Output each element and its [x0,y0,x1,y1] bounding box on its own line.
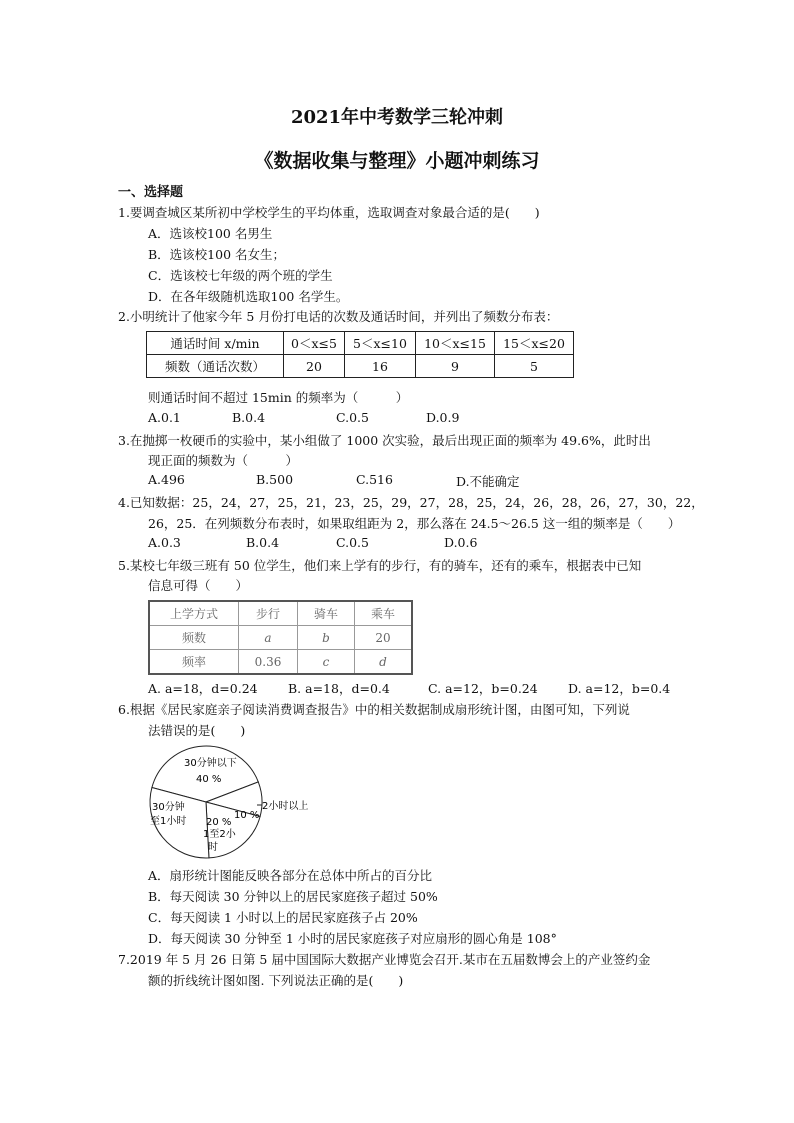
table-row [149,650,412,675]
table-cell: 骑车 [298,601,355,626]
q5-option-a: A. a=18，d=0.24 [148,681,258,696]
q2-option-b: B.0.4 [232,410,266,425]
q1-option-d: D．在各年级随机选取100 名学生。 [148,289,349,304]
q7-line1: 7.2019 年 5 月 26 日第 5 届中国国际大数据产业博览会召开.某市在五届数博会上的产业签约金 [118,952,651,967]
pie-label-30min-1h-a: 30分钟 [152,802,185,813]
page-subtitle: 《数据收集与整理》小题冲刺练习 [254,150,540,172]
pie-chart [140,742,320,860]
pie-label-under-30min: 30分钟以下 [184,758,237,769]
section-heading: 一、选择题 [118,185,184,200]
table-header-row [149,601,412,626]
q5-line2: 信息可得（ ） [148,578,249,593]
table-cell: 20 [355,626,413,650]
pie-pct-over-2h: 10 % [234,810,260,821]
table-cell: 20 [284,355,345,378]
q2-question: 则通话时间不超过 15min 的频率为（ ） [148,390,409,405]
pie-label-1-2h-b: 时 [208,842,218,853]
q6-option-b: B．每天阅读 30 分钟以上的居民家庭孩子超过 50% [148,889,438,904]
q1-option-c: C．选该校七年级的两个班的学生 [148,268,333,283]
q3-option-b: B.500 [256,472,294,487]
table-header-row [147,332,574,355]
q4-option-a: A.0.3 [148,535,181,550]
q1-stem: 1.要调查城区某所初中学校学生的平均体重，选取调查对象最合适的是( ) [118,205,540,220]
q1-option-b: B．选该校100 名女生； [148,247,286,262]
q2-option-a: A.0.1 [148,410,181,425]
frequency-table [146,331,574,378]
q4-line2: 26，25．在列频数分布表时，如果取组距为 2，那么落在 24.5～26.5 这一组的频率是（ ） [148,516,681,531]
q4-option-c: C.0.5 [336,535,369,550]
table-row [149,626,412,650]
pie-pct-under-30min: 40 % [196,774,222,785]
table-cell: 乘车 [355,601,413,626]
q6-line2: 法错误的是( ) [148,723,246,738]
table-cell: 5＜x≤10 [345,332,416,355]
table-cell: 频率 [149,650,239,675]
table-cell: 5 [495,355,574,378]
table-cell: 频数（通话次数） [147,355,284,378]
q4-line1: 4.已知数据：25，24，27，25，21，23，25，29，27，28，25，24，26，28，26，27，30，22， [118,495,704,510]
table-cell: c [298,650,355,675]
q3-line1: 3.在抛掷一枚硬币的实验中，某小组做了 1000 次实验，最后出现正面的频率为 49.6%，此时出 [118,433,651,448]
q7-line2: 额的折线统计图如图. 下列说法正确的是( ) [148,973,404,988]
q3-option-d: D.不能确定 [456,474,520,489]
q4-option-b: B.0.4 [246,535,280,550]
q3-option-c: C.516 [356,472,393,487]
table-cell: 9 [416,355,495,378]
table-cell: 通话时间 x/min [147,332,284,355]
q3-option-a: A.496 [148,472,185,487]
pie-pct-1-2h: 20 % [206,817,232,828]
table-cell: 上学方式 [149,601,239,626]
pie-label-over-2h: 2小时以上 [262,801,309,812]
q5-option-d: D. a=12，b=0.4 [568,681,671,696]
table-cell: d [355,650,413,675]
table-cell: 频数 [149,626,239,650]
table-cell: 0＜x≤5 [284,332,345,355]
q6-line1: 6.根据《居民家庭亲子阅读消费调查报告》中的相关数据制成扇形统计图，由图可知，下列说 [118,702,630,717]
pie-label-1-2h-a: 1至2小 [203,829,236,840]
q6-option-d: D．每天阅读 30 分钟至 1 小时的居民家庭孩子对应扇形的圆心角是 108° [148,931,557,946]
table-cell: 步行 [239,601,298,626]
q5-option-b: B. a=18，d=0.4 [288,681,390,696]
table-cell: 16 [345,355,416,378]
q1-option-a: A．选该校100 名男生 [148,226,273,241]
q2-option-d: D.0.9 [426,410,460,425]
q4-option-d: D.0.6 [444,535,478,550]
q6-option-c: C．每天阅读 1 小时以上的居民家庭孩子占 20% [148,910,418,925]
table-row [147,355,574,378]
table-cell: a [239,626,298,650]
table-cell: 0.36 [239,650,298,675]
table-cell: b [298,626,355,650]
commute-table [148,600,413,675]
page-title: 2021年中考数学三轮冲刺 [290,107,504,128]
q3-line2: 现正面的频数为（ ） [148,453,299,468]
q6-option-a: A．扇形统计图能反映各部分在总体中所占的百分比 [148,868,433,883]
pie-label-30min-1h-b: 至1小时 [150,816,187,827]
q5-line1: 5.某校七年级三班有 50 位学生，他们来上学有的步行，有的骑车，还有的乘车，根据表中已知 [118,558,642,573]
q2-option-c: C.0.5 [336,410,369,425]
table-cell: 10＜x≤15 [416,332,495,355]
q2-stem: 2.小明统计了他家今年 5 月份打电话的次数及通话时间，并列出了频数分布表： [118,309,559,324]
q5-option-c: C. a=12，b=0.24 [428,681,538,696]
table-cell: 15＜x≤20 [495,332,574,355]
